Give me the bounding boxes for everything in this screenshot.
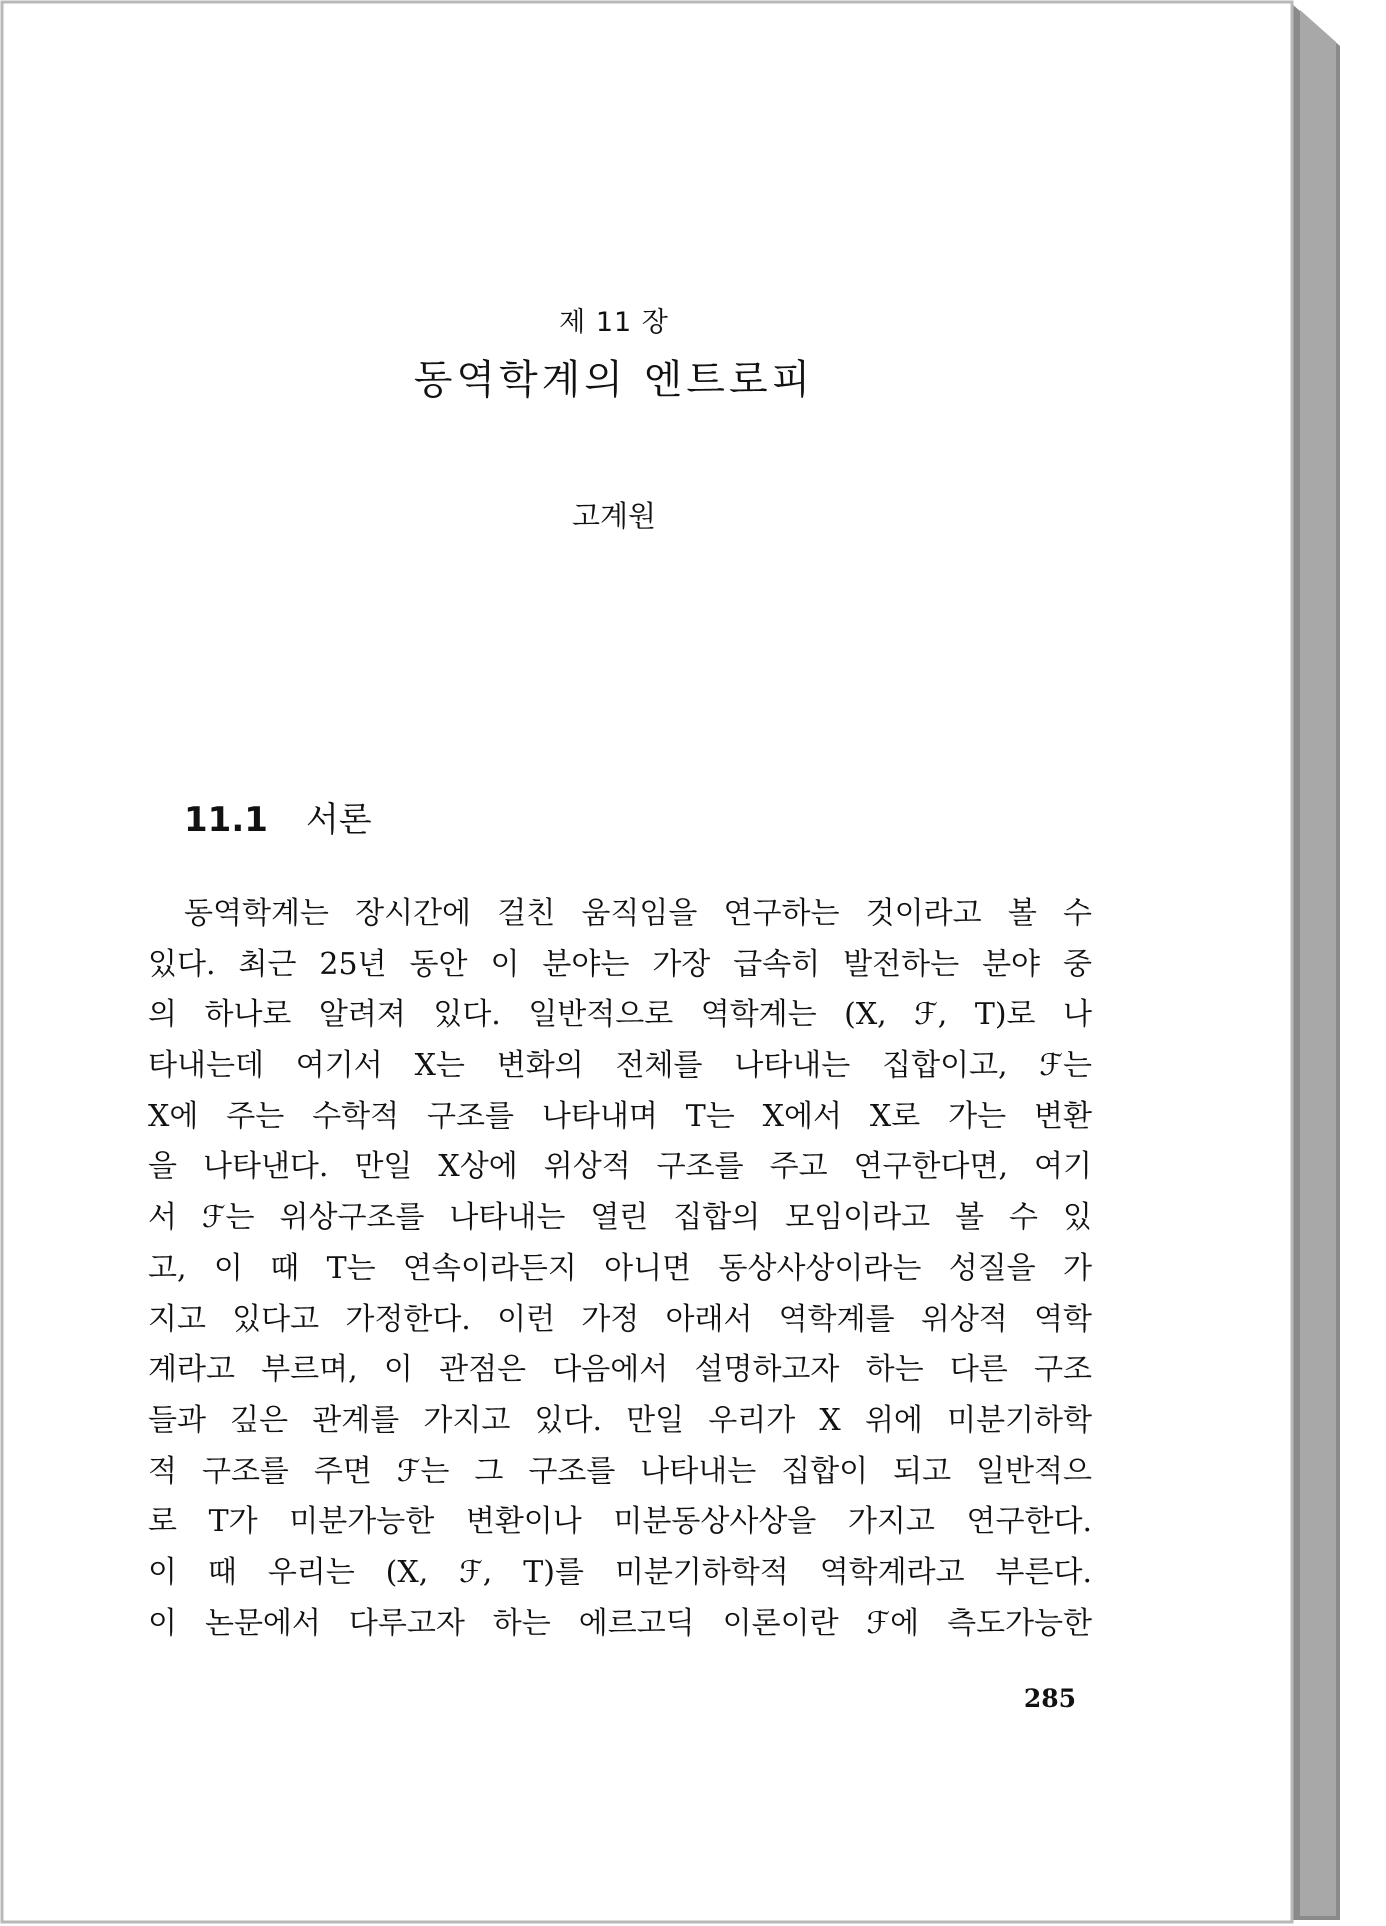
text-line: 고, 이 때 T는 연속이라든지 아니면 동상사상이라는 성질을 가 [148, 1250, 1092, 1286]
body-paragraph [148, 889, 1092, 1649]
section-number: 11.1 [184, 800, 268, 840]
text-line: 이 논문에서 다루고자 하는 에르고딕 이론이란 ℱ에 측도가능한 [148, 1605, 1092, 1641]
section-heading [184, 792, 372, 841]
page [4, 4, 1288, 1918]
chapter-title: 동역학계의 엔트로피 [413, 357, 815, 403]
text-line: 로 T가 미분가능한 변환이나 미분동상사상을 가지고 연구한다. [148, 1504, 1092, 1540]
text-line: X에 주는 수학적 구조를 나타내며 T는 X에서 X로 가는 변환 [148, 1098, 1092, 1134]
text-line: 있다. 최근 25년 동안 이 분야는 가장 급속히 발전하는 분야 중 [148, 946, 1092, 982]
author: 고계원 [571, 499, 657, 533]
text-line: 들과 깊은 관계를 가지고 있다. 만일 우리가 X 위에 미분기하학 [148, 1402, 1092, 1438]
chapter-label: 제 11 장 [559, 307, 669, 338]
text-line: 을 나타낸다. 만일 X상에 위상적 구조를 주고 연구한다면, 여기 [148, 1149, 1092, 1185]
section-title: 서론 [305, 800, 372, 840]
page-number: 285 [1023, 1684, 1076, 1713]
text-line: 이 때 우리는 (X, ℱ, T)를 미분기하학적 역학계라고 부른다. [148, 1554, 1092, 1590]
text-line: 동역학계는 장시간에 걸친 움직임을 연구하는 것이라고 볼 수 [184, 896, 1092, 931]
text-line: 적 구조를 주면 ℱ는 그 구조를 나타내는 집합이 되고 일반적으 [148, 1453, 1092, 1489]
page-stack-side-highlight [1300, 10, 1336, 1916]
text-line: 의 하나로 알려져 있다. 일반적으로 역학계는 (X, ℱ, T)로 나 [148, 997, 1092, 1033]
text-line: 지고 있다고 가정한다. 이런 가정 아래서 역학계를 위상적 역학 [148, 1301, 1092, 1337]
text-line: 계라고 부르며, 이 관점은 다음에서 설명하고자 하는 다른 구조 [148, 1352, 1092, 1388]
text-line: 서 ℱ는 위상구조를 나타내는 열린 집합의 모임이라고 볼 수 있 [148, 1200, 1092, 1236]
text-line: 타내는데 여기서 X는 변화의 전체를 나타내는 집합이고, ℱ는 [148, 1048, 1092, 1084]
